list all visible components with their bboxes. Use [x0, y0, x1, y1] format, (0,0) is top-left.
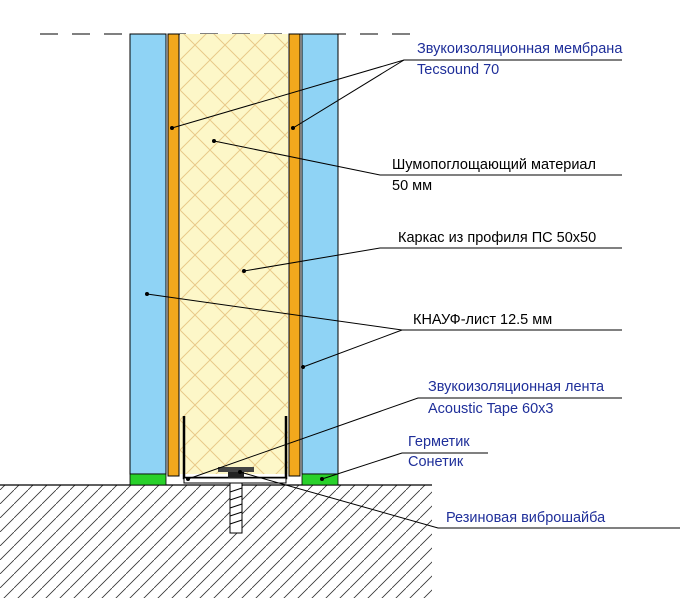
- sealant-left: [130, 474, 166, 485]
- membrane-right: [289, 34, 300, 476]
- label-frame: Каркас из профиля ПС 50х50: [398, 230, 597, 246]
- label-membrane-line2: Tecsound 70: [417, 62, 500, 78]
- sound-absorbing-material: [180, 34, 288, 474]
- label-tape-line2: Acoustic Tape 60х3: [428, 401, 554, 417]
- label-membrane-line1: Звукоизоляционная мембрана: [417, 41, 623, 57]
- label-absorber-line2: 50 мм: [392, 178, 433, 194]
- label-knauf: КНАУФ-лист 12.5 мм: [413, 312, 553, 328]
- membrane-left: [168, 34, 179, 476]
- label-sealant-line1: Герметик: [408, 434, 470, 450]
- label-tape-line1: Звукоизоляционная лента: [428, 379, 605, 395]
- floor-slab: [0, 485, 432, 598]
- knauf-board-right: [302, 34, 338, 474]
- knauf-board-left: [130, 34, 166, 474]
- label-washer: Резиновая виброшайба: [446, 510, 606, 526]
- label-absorber-line1: Шумопоглощающий материал: [392, 157, 596, 173]
- label-sealant-line2: Сонетик: [408, 454, 464, 470]
